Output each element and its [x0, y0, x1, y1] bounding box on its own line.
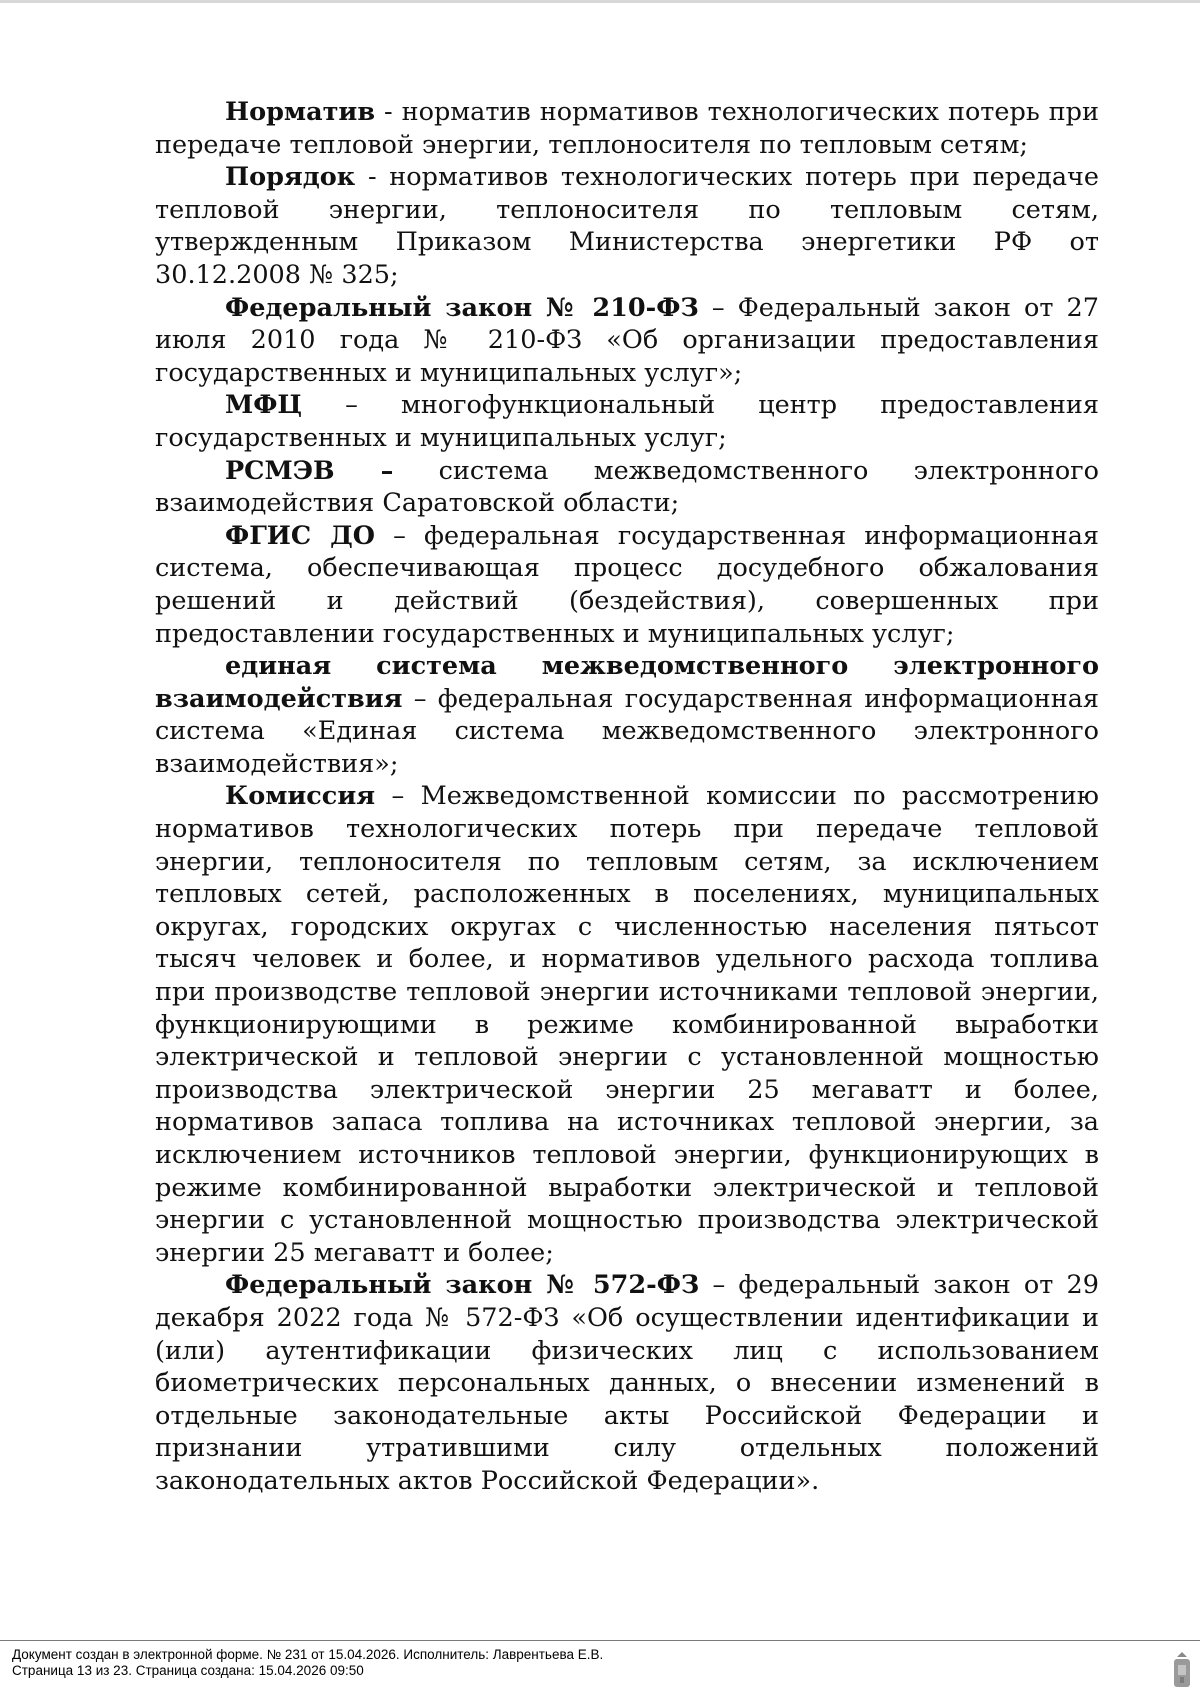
definition-text: – Федеральный закон от 27 июля 2010 года № 210-ФЗ «Об организации предоставления государственных и муниципальных услуг»;	[155, 292, 1100, 388]
definition-term: РСМЭВ –	[225, 455, 394, 486]
definition-text: – федеральная государственная информационная система «Единая система межведомственного электронного взаимодействия»;	[155, 683, 1099, 779]
definition-entry	[155, 650, 1099, 780]
definition-text: – федеральный закон от 29 декабря 2022 года № 572-ФЗ «Об осуществлении идентификации и (или) аутентификации физических лиц с использованием биометрических персональных данных, о внесении изменений в отдельные законодательные акты Российской Федерации и признании утратившими силу отдельных положений законодательных актов Российской Федерации».	[155, 1270, 1099, 1496]
coat-of-arms-icon	[1173, 1649, 1191, 1689]
definition-term: МФЦ	[225, 390, 303, 421]
definition-entry	[155, 161, 1099, 291]
definition-term: Комиссия	[225, 781, 376, 812]
definition-term: единая система межведомственного электронного взаимодействия	[155, 651, 1099, 714]
definition-entry	[155, 1269, 1099, 1497]
definition-entry	[155, 292, 1099, 390]
definition-term: Порядок	[225, 162, 356, 193]
definition-term: ФГИС ДО	[225, 520, 375, 551]
definition-text: – многофункциональный центр предоставления государственных и муниципальных услуг;	[155, 390, 1099, 453]
definition-term: Норматив	[225, 97, 376, 127]
footer-page-info: Страница 13 из 23. Страница создана: 15.04.2026 09:50	[12, 1663, 364, 1678]
definition-text: система межведомственного электронного взаимодействия Саратовской области;	[155, 455, 1099, 519]
page-top-edge	[0, 0, 1200, 3]
definition-term: Федеральный закон № 572-ФЗ	[225, 1270, 700, 1301]
definition-entry	[155, 520, 1099, 650]
definition-text: - норматив нормативов технологических потерь при передаче тепловой энергии, теплоносителя по тепловым сетям;	[155, 97, 1099, 160]
document-footer	[0, 1640, 1200, 1699]
definition-entry	[155, 455, 1099, 520]
definition-text: – Межведомственной комиссии по рассмотрению нормативов технологических потерь при передаче тепловой энергии, теплоносителя по тепловым сетям, за исключением тепловых сетей, расположенных в поселениях, муниципальных округах, городских округах с численностью населения пятьсот тысяч человек и более, и нормативов удельного расхода топлива при производстве тепловой энергии источниками тепловой энергии, функционирующими в режиме комбинированной выработки электрической и тепловой энергии с установленной мощностью производства электрической энергии 25 мегаватт и более, нормативов запаса топлива на источниках тепловой энергии, за исключением источников тепловой энергии, функционирующих в режиме комбинированной выработки электрической и тепловой энергии с установленной мощностью производства электрической энергии 25 мегаватт и более;	[155, 781, 1099, 1268]
definition-text: - нормативов технологических потерь при передаче тепловой энергии, теплоносителя по тепловым сетям, утвержденным Приказом Министерства энергетики РФ от 30.12.2008 № 325;	[155, 162, 1099, 290]
footer-document-info: Документ создан в электронной форме. № 231 от 15.04.2026. Исполнитель: Лаврентьева Е.В.	[12, 1647, 604, 1662]
definition-entry	[155, 96, 1099, 161]
definition-term: Федеральный закон № 210-ФЗ	[225, 292, 699, 323]
definition-entry	[155, 389, 1099, 454]
document-body	[155, 96, 1099, 1498]
definition-entry	[155, 780, 1099, 1269]
definition-text: – федеральная государственная информационная система, обеспечивающая процесс досудебного обжалования решений и действий (бездействия), совершенных при предоставлении государственных и муниципальных услуг;	[155, 520, 1100, 649]
